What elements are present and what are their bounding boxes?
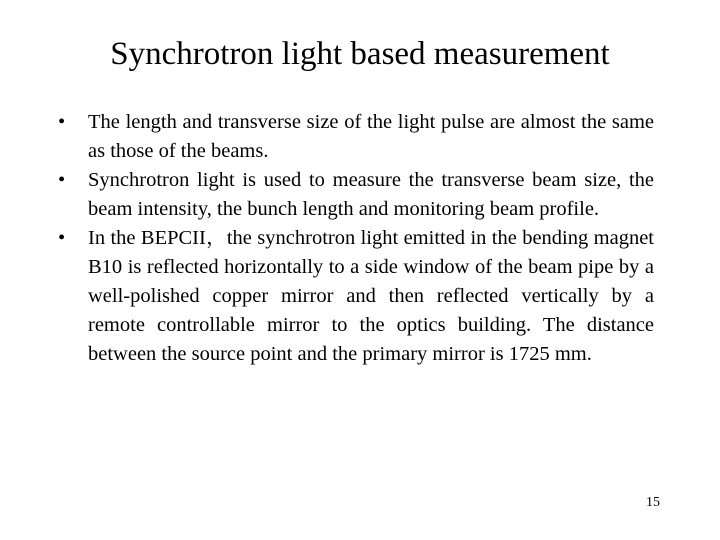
bullet-list [58, 108, 654, 369]
bullet-marker: • [58, 227, 66, 249]
bullet-item [58, 224, 654, 369]
bullet-item [58, 108, 654, 166]
bullet-marker: • [58, 169, 66, 191]
bullet-marker: • [58, 111, 66, 133]
bullet-item [58, 166, 654, 224]
slide-title: Synchrotron light based measurement [110, 36, 610, 72]
bullet-text: Synchrotron light is used to measure the transverse beam size, the beam intensity, the bunch length and monitoring beam profile. [88, 169, 654, 220]
page-number: 15 [646, 495, 660, 510]
bullet-text: In the BEPCII，the synchrotron light emitted in the bending magnet B10 is reflected horizontally to a side window of the beam pipe by a well-polished copper mirror and then reflected vertically by a remote controllable mirror to the optics building. The distance between the source point and the primary mirror is 1725 mm. [88, 227, 654, 365]
bullet-text: The length and transverse size of the light pulse are almost the same as those of the beams. [88, 111, 654, 162]
